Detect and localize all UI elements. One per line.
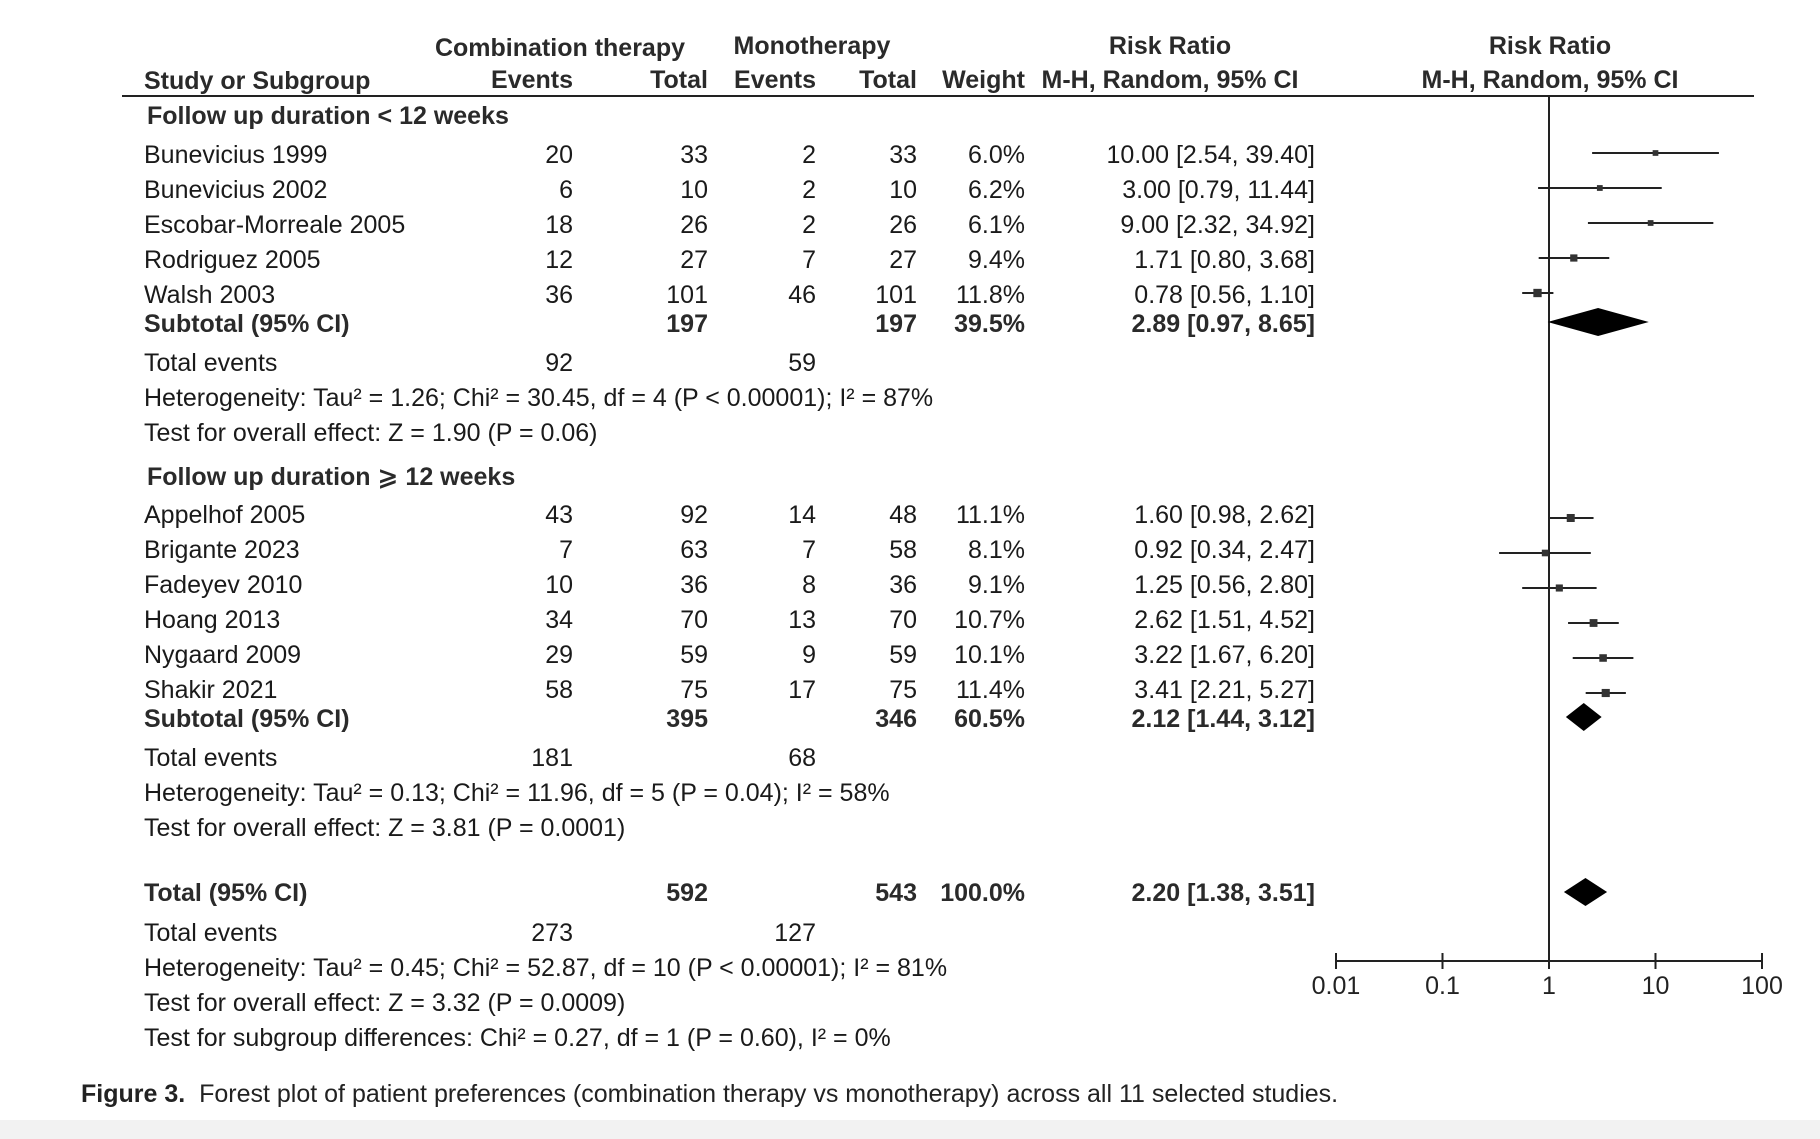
study-name: Walsh 2003 xyxy=(144,281,276,309)
total-events-label: Total events xyxy=(144,919,278,947)
subgroup-title: Follow up duration < 12 weeks xyxy=(147,102,509,130)
subtotal-diamond xyxy=(1548,308,1649,336)
study-name: Fadeyev 2010 xyxy=(144,571,303,599)
header-method-plot: M-H, Random, 95% CI xyxy=(1421,66,1679,94)
overall-total-combination: 592 xyxy=(666,879,708,907)
heterogeneity-text: Heterogeneity: Tau² = 1.26; Chi² = 30.45, df = 4 (P < 0.00001); I² = 87% xyxy=(144,384,934,412)
study-name: Shakir 2021 xyxy=(144,676,278,704)
subtotal-total-monotherapy: 197 xyxy=(875,310,917,338)
study-name: Brigante 2023 xyxy=(144,536,300,564)
total-monotherapy: 59 xyxy=(889,641,917,669)
subtotal-risk-ratio: 2.89 [0.97, 8.65] xyxy=(1131,310,1315,338)
header-method-table: M-H, Random, 95% CI xyxy=(1041,66,1299,94)
events-combination: 10 xyxy=(545,571,573,599)
heterogeneity-text: Heterogeneity: Tau² = 0.13; Chi² = 11.96, df = 5 (P = 0.04); I² = 58% xyxy=(144,779,890,807)
total-monotherapy: 36 xyxy=(889,571,917,599)
overall-effect-text: Test for overall effect: Z = 1.90 (P = 0.06) xyxy=(144,419,598,447)
subgroup-differences-text: Test for subgroup differences: Chi² = 0.27, df = 1 (P = 0.60), I² = 0% xyxy=(144,1024,891,1052)
risk-ratio: 2.62 [1.51, 4.52] xyxy=(1134,606,1315,634)
total-combination: 27 xyxy=(680,246,708,274)
events-monotherapy: 13 xyxy=(788,606,816,634)
total-events-combination: 273 xyxy=(531,919,573,947)
weight: 10.7% xyxy=(954,606,1025,634)
study-name: Appelhof 2005 xyxy=(144,501,306,529)
events-combination: 36 xyxy=(545,281,573,309)
header-risk-ratio-table: Risk Ratio xyxy=(1108,32,1232,60)
study-name: Bunevicius 1999 xyxy=(144,141,328,169)
total-combination: 10 xyxy=(680,176,708,204)
figure-caption-text: Forest plot of patient preferences (combination therapy vs monotherapy) across all 11 selected studies. xyxy=(199,1080,1339,1108)
total-monotherapy: 70 xyxy=(889,606,917,634)
x-tick-label: 0.01 xyxy=(1311,972,1361,1000)
total-events-combination: 92 xyxy=(545,349,573,377)
risk-ratio: 1.60 [0.98, 2.62] xyxy=(1134,501,1315,529)
x-tick-label: 100 xyxy=(1741,972,1783,1000)
figure-caption xyxy=(81,1079,1338,1109)
study-name: Nygaard 2009 xyxy=(144,641,302,669)
events-combination: 20 xyxy=(545,141,573,169)
total-combination: 33 xyxy=(680,141,708,169)
subtotal-diamond xyxy=(1566,703,1602,731)
total-combination: 70 xyxy=(680,606,708,634)
total-monotherapy: 26 xyxy=(889,211,917,239)
header-events-monotherapy: Events xyxy=(734,66,816,94)
subtotal-label: Subtotal (95% CI) xyxy=(144,705,350,733)
study-name: Rodriguez 2005 xyxy=(144,246,321,274)
weight: 6.0% xyxy=(968,141,1025,169)
risk-ratio: 3.41 [2.21, 5.27] xyxy=(1134,676,1315,704)
events-monotherapy: 2 xyxy=(802,176,816,204)
total-events-monotherapy: 68 xyxy=(788,744,816,772)
point-estimate xyxy=(1533,289,1541,297)
events-monotherapy: 7 xyxy=(802,246,816,274)
events-monotherapy: 2 xyxy=(802,141,816,169)
events-monotherapy: 2 xyxy=(802,211,816,239)
total-events-label: Total events xyxy=(144,349,278,377)
events-monotherapy: 14 xyxy=(788,501,816,529)
total-monotherapy: 48 xyxy=(889,501,917,529)
point-estimate xyxy=(1590,619,1598,627)
risk-ratio: 0.92 [0.34, 2.47] xyxy=(1134,536,1315,564)
point-estimate xyxy=(1570,254,1577,261)
weight: 11.1% xyxy=(955,501,1025,529)
header-risk-ratio-plot: Risk Ratio xyxy=(1488,32,1612,60)
risk-ratio: 1.25 [0.56, 2.80] xyxy=(1134,571,1315,599)
events-monotherapy: 8 xyxy=(802,571,816,599)
events-combination: 6 xyxy=(559,176,573,204)
header-monotherapy: Monotherapy xyxy=(733,32,891,60)
total-events-combination: 181 xyxy=(531,744,573,772)
header-events-combination: Events xyxy=(491,66,573,94)
subtotal-label: Subtotal (95% CI) xyxy=(144,310,350,338)
subgroup-title: Follow up duration ⩾ 12 weeks xyxy=(147,463,516,491)
overall-weight: 100.0% xyxy=(940,879,1025,907)
total-combination: 63 xyxy=(680,536,708,564)
total-monotherapy: 75 xyxy=(889,676,917,704)
study-name: Bunevicius 2002 xyxy=(144,176,328,204)
weight: 8.1% xyxy=(968,536,1025,564)
figure-label: Figure 3. xyxy=(81,1080,186,1108)
weight: 10.1% xyxy=(954,641,1025,669)
total-combination: 75 xyxy=(680,676,708,704)
point-estimate xyxy=(1597,185,1603,191)
header-combination-therapy: Combination therapy xyxy=(434,34,685,62)
events-monotherapy: 9 xyxy=(802,641,816,669)
subtotal-total-combination: 395 xyxy=(666,705,708,733)
total-monotherapy: 33 xyxy=(889,141,917,169)
overall-effect-text: Test for overall effect: Z = 3.32 (P = 0.0009) xyxy=(144,989,626,1017)
point-estimate xyxy=(1556,584,1563,591)
total-monotherapy: 101 xyxy=(875,281,917,309)
risk-ratio: 10.00 [2.54, 39.40] xyxy=(1106,141,1315,169)
study-name: Escobar-Morreale 2005 xyxy=(144,211,406,239)
risk-ratio: 3.22 [1.67, 6.20] xyxy=(1134,641,1315,669)
subtotal-weight: 60.5% xyxy=(954,705,1025,733)
subtotal-weight: 39.5% xyxy=(954,310,1025,338)
subtotal-total-monotherapy: 346 xyxy=(875,705,917,733)
total-events-label: Total events xyxy=(144,744,278,772)
subtotal-total-combination: 197 xyxy=(666,310,708,338)
total-monotherapy: 27 xyxy=(889,246,917,274)
events-combination: 7 xyxy=(559,536,573,564)
total-diamond xyxy=(1564,878,1607,906)
risk-ratio: 1.71 [0.80, 3.68] xyxy=(1134,246,1315,274)
events-combination: 34 xyxy=(545,606,573,634)
point-estimate xyxy=(1602,689,1610,697)
overall-total-monotherapy: 543 xyxy=(875,879,917,907)
risk-ratio: 3.00 [0.79, 11.44] xyxy=(1122,176,1315,204)
total-combination: 101 xyxy=(666,281,708,309)
events-monotherapy: 46 xyxy=(788,281,816,309)
weight: 9.4% xyxy=(968,246,1025,274)
total-monotherapy: 10 xyxy=(889,176,917,204)
weight: 11.4% xyxy=(955,676,1025,704)
events-combination: 18 xyxy=(545,211,573,239)
risk-ratio: 0.78 [0.56, 1.10] xyxy=(1134,281,1315,309)
weight: 6.2% xyxy=(968,176,1025,204)
header-rule xyxy=(122,95,1754,97)
point-estimate xyxy=(1648,220,1654,226)
point-estimate xyxy=(1542,550,1549,557)
point-estimate xyxy=(1567,514,1575,522)
study-name: Hoang 2013 xyxy=(144,606,281,634)
total-events-monotherapy: 59 xyxy=(788,349,816,377)
events-monotherapy: 17 xyxy=(788,676,816,704)
total-events-monotherapy: 127 xyxy=(774,919,816,947)
x-tick-label: 10 xyxy=(1641,972,1670,1000)
overall-total-label: Total (95% CI) xyxy=(144,879,308,907)
events-monotherapy: 7 xyxy=(802,536,816,564)
overall-risk-ratio: 2.20 [1.38, 3.51] xyxy=(1131,879,1315,907)
point-estimate xyxy=(1653,150,1659,156)
weight: 11.8% xyxy=(955,281,1025,309)
total-combination: 36 xyxy=(680,571,708,599)
header-weight: Weight xyxy=(942,66,1025,94)
events-combination: 12 xyxy=(545,246,573,274)
x-tick-label: 0.1 xyxy=(1425,972,1460,1000)
risk-ratio: 9.00 [2.32, 34.92] xyxy=(1120,211,1315,239)
overall-effect-text: Test for overall effect: Z = 3.81 (P = 0.0001) xyxy=(144,814,626,842)
total-monotherapy: 58 xyxy=(889,536,917,564)
subtotal-risk-ratio: 2.12 [1.44, 3.12] xyxy=(1131,705,1315,733)
x-tick-label: 1 xyxy=(1542,972,1556,1000)
weight: 6.1% xyxy=(968,211,1025,239)
total-combination: 59 xyxy=(680,641,708,669)
heterogeneity-text: Heterogeneity: Tau² = 0.45; Chi² = 52.87, df = 10 (P < 0.00001); I² = 81% xyxy=(144,954,948,982)
weight: 9.1% xyxy=(968,571,1025,599)
header-study-or-subgroup: Study or Subgroup xyxy=(144,67,371,95)
events-combination: 43 xyxy=(545,501,573,529)
header-total-combination: Total xyxy=(650,66,708,94)
events-combination: 29 xyxy=(545,641,573,669)
point-estimate xyxy=(1599,654,1607,662)
total-combination: 26 xyxy=(680,211,708,239)
events-combination: 58 xyxy=(545,676,573,704)
header-total-monotherapy: Total xyxy=(859,66,917,94)
total-combination: 92 xyxy=(680,501,708,529)
page-bottom-band xyxy=(0,1120,1820,1139)
